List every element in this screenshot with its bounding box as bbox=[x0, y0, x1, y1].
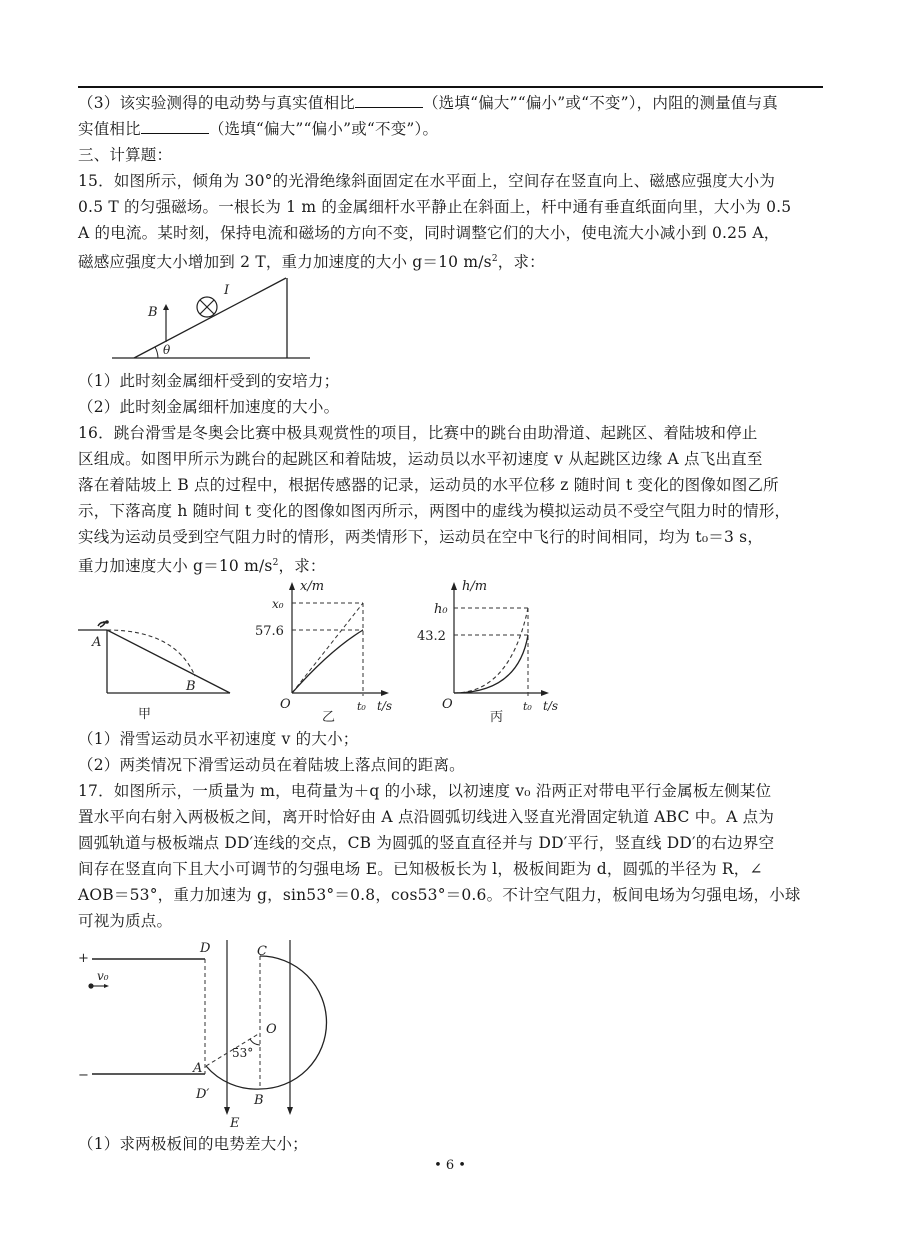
tick-t0: t₀ bbox=[523, 700, 532, 713]
label-v0: v₀ bbox=[97, 969, 109, 983]
q15-line: 15．如图所示，倾角为 30°的光滑绝缘斜面固定在水平面上，空间存在竖直向上、磁感应强度大小为 bbox=[78, 172, 776, 190]
tick-43-2: 43.2 bbox=[417, 629, 446, 644]
y-axis-label: x/m bbox=[300, 579, 325, 594]
label-c: C bbox=[257, 944, 267, 959]
label-theta: θ bbox=[163, 343, 171, 357]
arrow-head-icon bbox=[104, 984, 109, 988]
origin-label: O bbox=[280, 697, 291, 712]
label-b: B bbox=[254, 1093, 264, 1108]
label-a: A bbox=[193, 1061, 203, 1076]
tick-h0: h₀ bbox=[434, 602, 448, 617]
q15-line: A 的电流。某时刻，保持电流和磁场的方向不变，同时调整它们的大小，使电流大小减小到 0.25 A， bbox=[78, 224, 780, 242]
q15-text: 磁感应强度大小增加到 2 T，重力加速度的大小 g＝10 m/s bbox=[78, 253, 492, 272]
x-axis-label: t/s bbox=[543, 699, 559, 713]
dashed-curve-no-resistance bbox=[454, 608, 528, 693]
q17-line: AOB＝53°，重力加速为 g，sin53°＝0.8，cos53°＝0.6。不计空气阻力，板间电场为匀强电场，小球 bbox=[78, 886, 801, 904]
q14-text: （选填“偏大”“偏小”或“不变”）。 bbox=[208, 120, 439, 138]
q17-line: 圆弧轨道与极板端点 DD′连线的交点，CB 为圆弧的竖直直径并与 DD′平行，竖直线 DD′的右边界空 bbox=[78, 834, 775, 852]
y-axis-arrow-icon bbox=[451, 582, 457, 590]
caption-jia: 甲 bbox=[138, 707, 152, 722]
answer-blank-2[interactable] bbox=[141, 119, 209, 134]
q15-text: ，求： bbox=[497, 253, 545, 272]
skier-icon bbox=[98, 622, 106, 627]
section-title: 三、计算题： bbox=[78, 146, 173, 164]
y-axis-arrow-icon bbox=[289, 582, 295, 590]
q16-line: 实线为运动员受到空气阻力时的情形，两类情形下，运动员在空中飞行的时间相同，均为 t₀＝3 s， bbox=[78, 528, 764, 546]
label-b: B bbox=[148, 305, 158, 320]
answer-blank-1[interactable] bbox=[355, 93, 423, 108]
q14-text: （选填“偏大”“偏小”或“不变”），内阻的测量值与真 bbox=[422, 94, 778, 112]
q14-text: （3）该实验测得的电动势与真实值相比 bbox=[78, 94, 355, 112]
landing-slope bbox=[107, 630, 230, 693]
q16-line: 区组成。如图甲所示为跳台的起跳区和着陆坡，运动员以水平初速度 v 从起跳区边缘 A 点飞出直至 bbox=[78, 450, 763, 468]
label-o: O bbox=[266, 1022, 277, 1037]
field-arrow-icon bbox=[287, 1107, 293, 1115]
q16-text: 重力加速度大小 g＝10 m/s bbox=[78, 557, 273, 576]
tick-x0: x₀ bbox=[272, 597, 284, 611]
minus-sign: − bbox=[78, 1068, 89, 1083]
origin-label: O bbox=[442, 697, 453, 712]
label-53-degrees: 53° bbox=[232, 1046, 254, 1060]
plus-sign: + bbox=[78, 951, 89, 966]
q15-sub2: （2）此时刻金属细杆加速度的大小。 bbox=[78, 398, 340, 416]
q14-part3-line1 bbox=[78, 92, 828, 114]
label-d: D bbox=[200, 941, 211, 956]
angle-arc bbox=[250, 1039, 260, 1045]
q14-text: 实值相比 bbox=[78, 120, 141, 138]
tick-t0: t₀ bbox=[357, 700, 366, 713]
q15-line: 0.5 T 的匀强磁场。一根长为 1 m 的金属细杆水平静止在斜面上，杆中通有垂直纸面向里，大小为 0.5 bbox=[78, 198, 792, 216]
q16-figure-jia bbox=[70, 578, 250, 728]
x-axis-label: t/s bbox=[377, 699, 393, 713]
top-rule bbox=[78, 86, 823, 88]
label-a: A bbox=[92, 635, 102, 650]
q16-line: 16．跳台滑雪是冬奥会比赛中极具观赏性的项目，比赛中的跳台由助滑道、起跳区、着陆坡和停止 bbox=[78, 424, 758, 442]
dashed-line-no-resistance bbox=[292, 603, 363, 693]
q17-figure bbox=[70, 932, 330, 1131]
label-d-prime: D′ bbox=[196, 1087, 210, 1102]
label-e: E bbox=[230, 1116, 240, 1131]
x-axis-arrow-icon bbox=[381, 690, 389, 696]
label-b: B bbox=[186, 679, 196, 694]
q16-line: 示，下落高度 h 随时间 t 变化的图像如图丙所示，两图中的虚线为模拟运动员不受空气阻力时的情形， bbox=[78, 502, 791, 520]
q17-line: 间存在竖直向下且大小可调节的匀强电场 E。已知极板长为 l，极板间距为 d，圆弧的半径为 R，∠ bbox=[78, 860, 763, 878]
superscript: 2 bbox=[491, 254, 498, 264]
q16-line-last bbox=[78, 552, 828, 577]
tick-57-6: 57.6 bbox=[255, 624, 284, 639]
q17-sub1: （1）求两极板间的电势差大小； bbox=[78, 1135, 308, 1153]
q16-figure-yi bbox=[250, 578, 425, 728]
field-arrow-icon bbox=[224, 1107, 230, 1115]
q15-incline-figure bbox=[100, 272, 320, 367]
label-i: I bbox=[224, 283, 230, 298]
y-axis-label: h/m bbox=[462, 579, 488, 594]
skier-head-icon bbox=[105, 620, 109, 624]
x-axis-arrow-icon bbox=[541, 690, 549, 696]
superscript: 2 bbox=[272, 558, 279, 568]
q16-figure-bing bbox=[410, 578, 585, 728]
q17-line: 17．如图所示，一质量为 m，电荷量为＋q 的小球，以初速度 v₀ 沿两正对带电平行金属板左侧某位 bbox=[78, 782, 772, 800]
q16-line: 落在着陆坡上 B 点的过程中，根据传感器的记录，运动员的水平位移 z 随时间 t 变化的图像如图乙所 bbox=[78, 476, 779, 494]
arrow-head-icon bbox=[163, 304, 169, 310]
q15-line-last bbox=[78, 248, 828, 273]
page-number: • 6 • bbox=[434, 1158, 466, 1173]
q16-text: ，求： bbox=[278, 557, 326, 576]
q16-sub1: （1）滑雪运动员水平初速度 v 的大小； bbox=[78, 730, 359, 748]
caption-yi: 乙 bbox=[322, 710, 336, 725]
q16-sub2: （2）两类情况下滑雪运动员在着陆坡上落点间的距离。 bbox=[78, 756, 465, 774]
caption-bing: 丙 bbox=[490, 710, 504, 725]
q15-sub1: （1）此时刻金属细杆受到的安培力； bbox=[78, 372, 340, 390]
solid-curve-with-resistance bbox=[292, 630, 363, 693]
q17-line: 置水平向右射入两极板之间，离开时恰好由 A 点沿圆弧切线进入竖直光滑固定轨道 ABC 中。A 点为 bbox=[78, 808, 775, 826]
angle-arc bbox=[155, 347, 158, 358]
q17-line: 可视为质点。 bbox=[78, 912, 173, 930]
q14-part3-line2 bbox=[78, 118, 828, 140]
